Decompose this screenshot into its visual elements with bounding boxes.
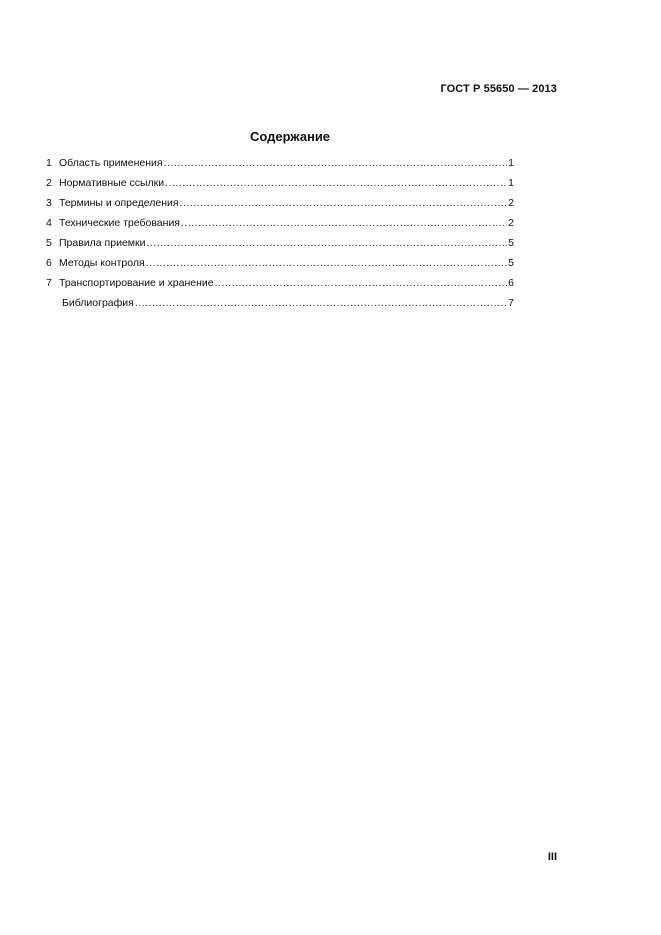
toc-entry-2[interactable] xyxy=(46,176,514,196)
toc-entry-label: Методы контроля xyxy=(59,257,145,269)
toc-entry-label: Термины и определения xyxy=(59,197,179,209)
toc-entry-page: 1 xyxy=(508,177,514,189)
toc-entry-number: 7 xyxy=(46,277,52,289)
document-code-header: ГОСТ Р 55650 — 2013 xyxy=(440,83,557,95)
toc-dot-leader xyxy=(180,196,507,210)
toc-entry-6[interactable] xyxy=(46,256,514,276)
toc-entry-label: Область применения xyxy=(59,157,163,169)
toc-entry-label: Правила приемки xyxy=(59,237,146,249)
toc-entry-page: 7 xyxy=(508,297,514,309)
toc-dot-leader xyxy=(181,216,507,230)
toc-entry-label: Нормативные ссылки xyxy=(59,177,165,189)
toc-entry-page: 5 xyxy=(508,237,514,249)
toc-dot-leader xyxy=(135,296,507,310)
toc-entry-page: 2 xyxy=(508,197,514,209)
toc-entry-number: 3 xyxy=(46,197,52,209)
toc-entry-4[interactable] xyxy=(46,216,514,236)
toc-entry-page: 6 xyxy=(508,277,514,289)
toc-dot-leader xyxy=(164,156,507,170)
toc-entry-label: Библиография xyxy=(62,297,134,309)
toc-entry-5[interactable] xyxy=(46,236,514,256)
toc-entry-number: 4 xyxy=(46,217,52,229)
toc-entry-number: 6 xyxy=(46,257,52,269)
toc-entry-page: 2 xyxy=(508,217,514,229)
toc-dot-leader xyxy=(146,256,507,270)
page-number: III xyxy=(547,851,557,863)
toc-dot-leader xyxy=(215,276,507,290)
toc-entry-label: Технические требования xyxy=(59,217,180,229)
toc-entry-1[interactable] xyxy=(46,156,514,176)
toc-entry-number: 2 xyxy=(46,177,52,189)
toc-dot-leader xyxy=(146,236,507,250)
table-of-contents xyxy=(46,156,514,316)
toc-entry-number: 1 xyxy=(46,157,52,169)
toc-entry-3[interactable] xyxy=(46,196,514,216)
toc-entry-number: 5 xyxy=(46,237,52,249)
toc-entry-page: 1 xyxy=(508,157,514,169)
toc-title: Содержание xyxy=(249,129,331,144)
toc-dot-leader xyxy=(165,176,507,190)
toc-entry-7[interactable] xyxy=(46,276,514,296)
toc-entry-label: Транспортирование и хранение xyxy=(59,277,214,289)
toc-entry-bibliography[interactable] xyxy=(46,296,514,316)
toc-entry-page: 5 xyxy=(508,257,514,269)
